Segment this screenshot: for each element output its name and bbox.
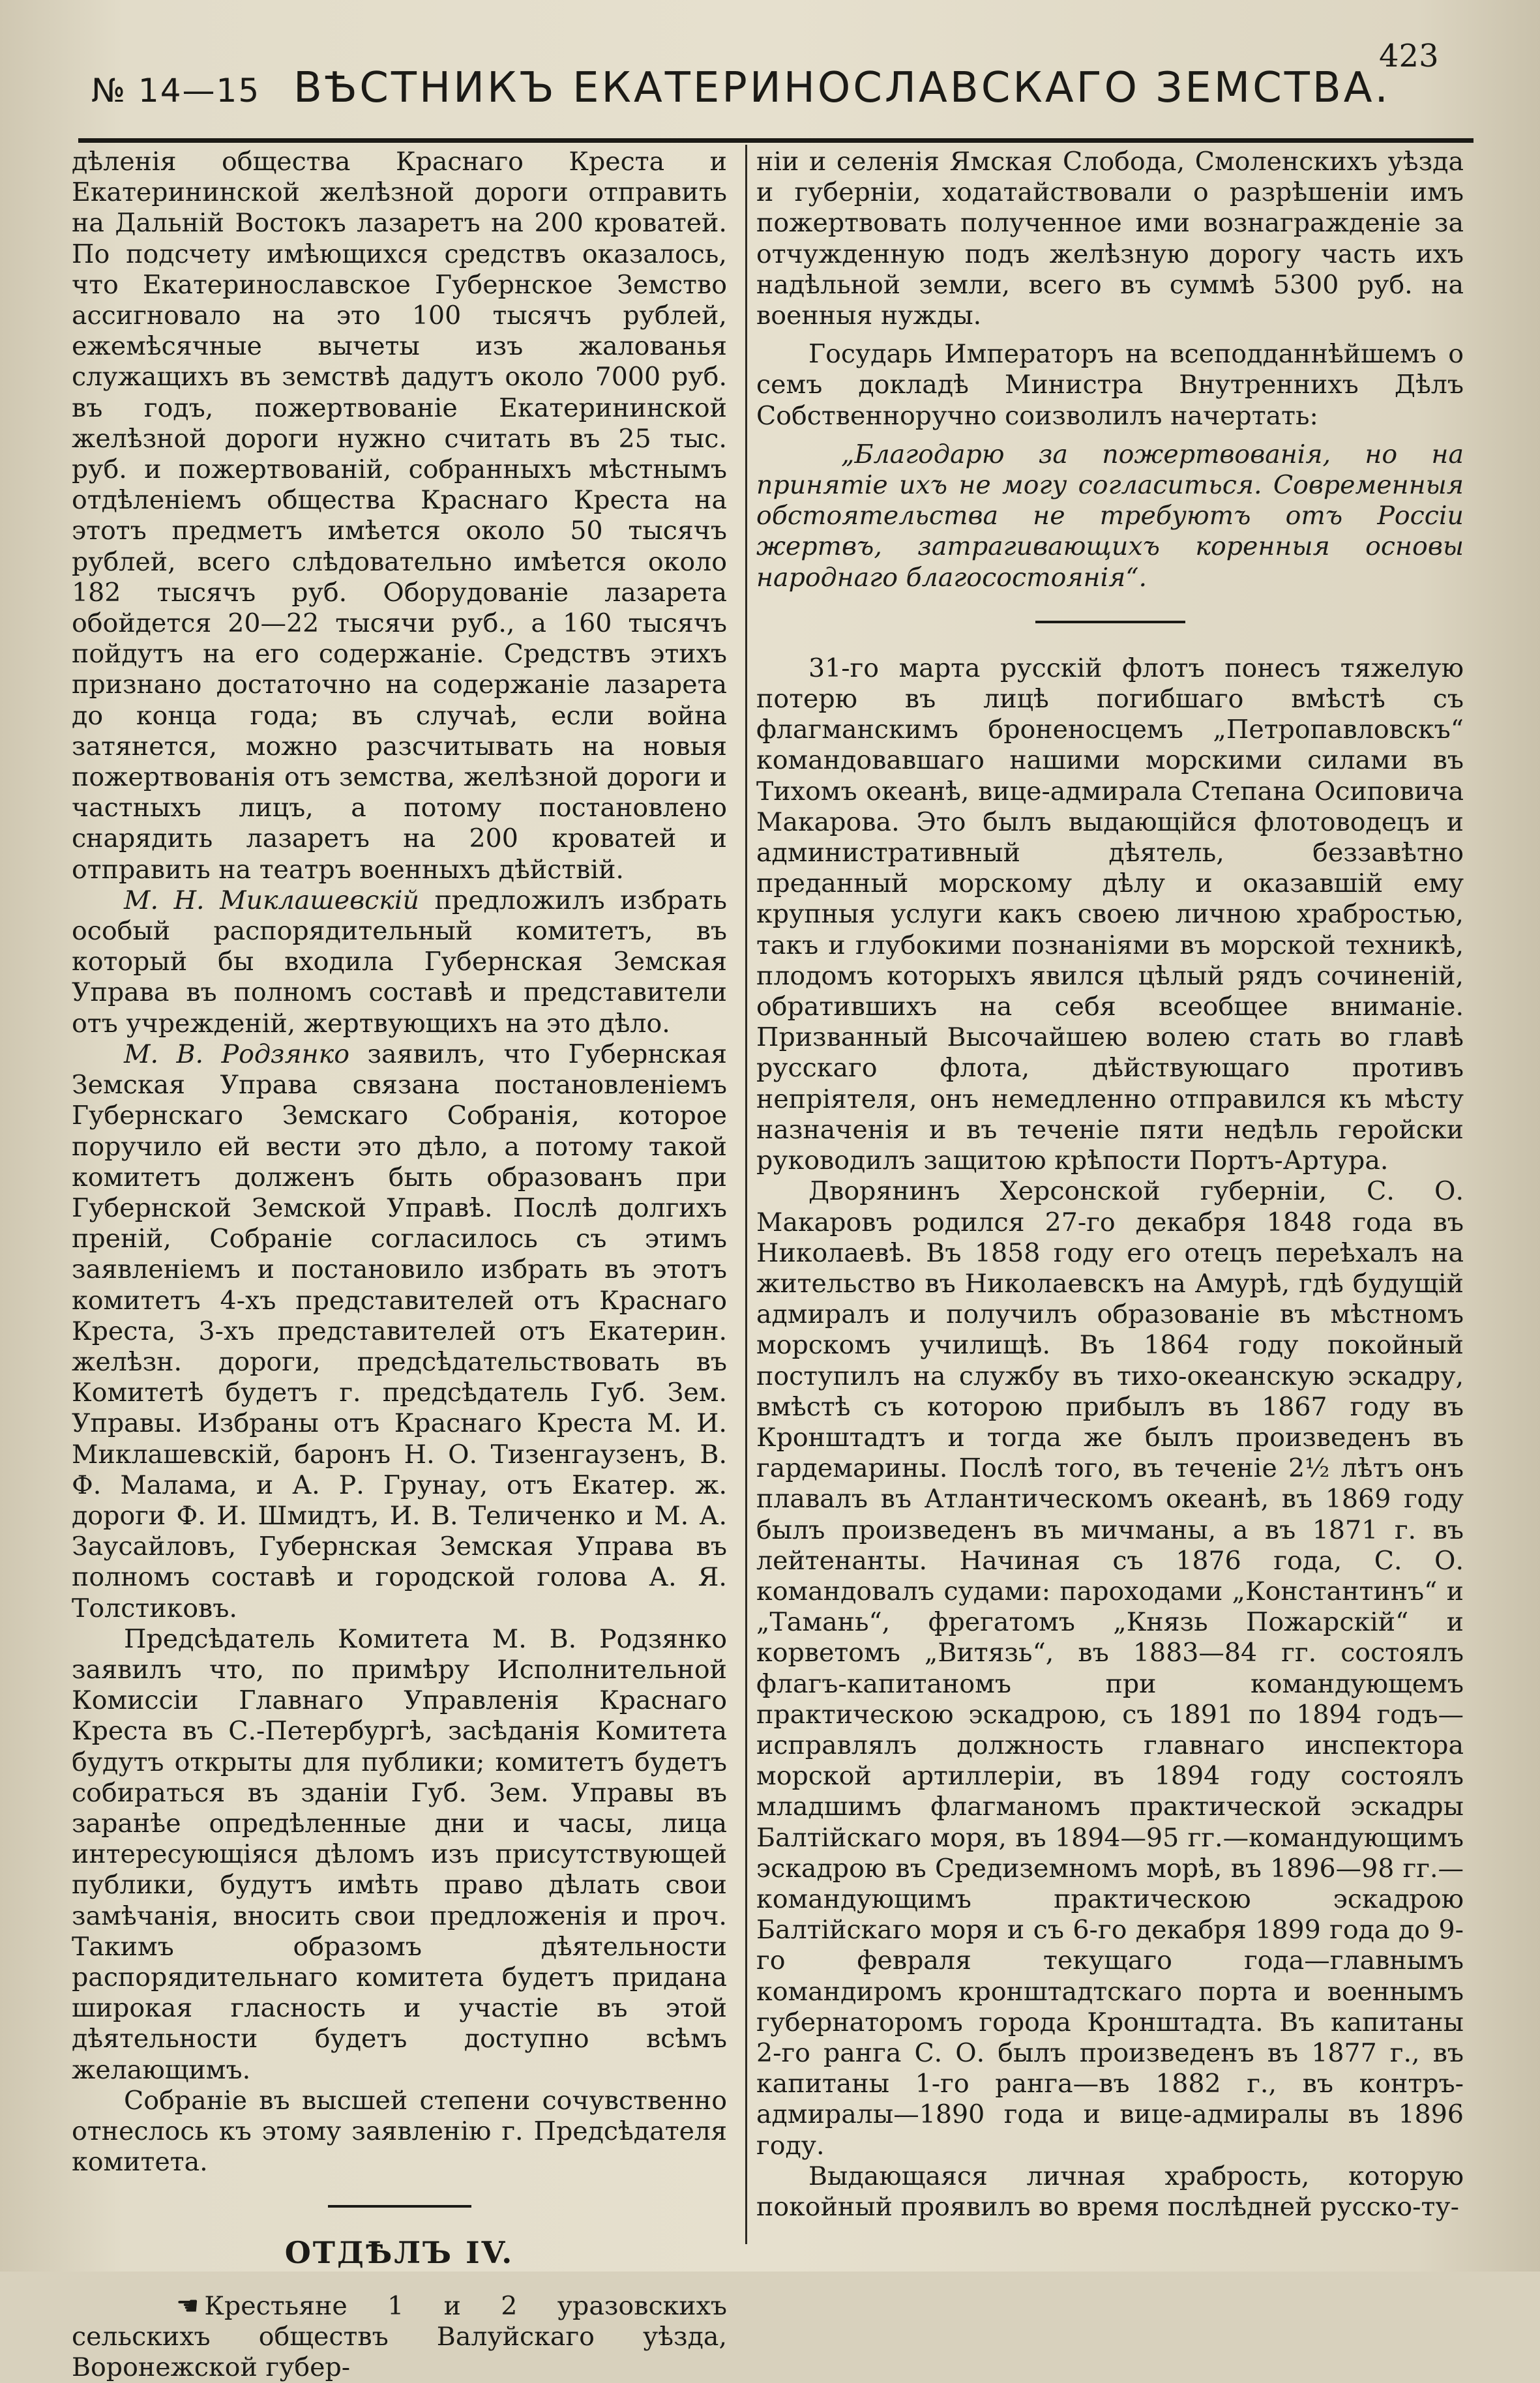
page-number: 423 bbox=[1379, 38, 1439, 74]
left-column bbox=[72, 147, 727, 2383]
header-rule bbox=[78, 138, 1473, 143]
paragraph: Предсѣдатель Комитета М. В. Родзянко заявилъ что, по примѣру Исполнительной Комиссіи Главнаго Управленія Краснаго Креста въ С.-Петербургѣ, засѣданія Комитета будутъ открыты для публики; комитетъ будетъ собираться въ зданіи Губ. Зем. Управы въ заранѣе опредѣленные дни и часы, лица интересующіяся дѣломъ изъ присутствующей публики, будутъ имѣть право дѣлать свои замѣчанія, вносить свои предложенія и проч. Такимъ образомъ дѣятельности распорядительнаго комитета будетъ придана широкая гласность и участіе въ этой дѣятельности будетъ доступно всѣмъ желающимъ. bbox=[72, 1623, 727, 2085]
right-column bbox=[756, 147, 1464, 2223]
speaker-name: М. Н. Миклашевскій bbox=[124, 885, 419, 915]
section-title: ОТДѢЛЪ IV. bbox=[284, 2235, 514, 2271]
paragraph bbox=[72, 885, 727, 1039]
page-header bbox=[78, 38, 1473, 116]
paragraph-text: предложилъ избрать особый распорядительный комитетъ, въ который бы входила Губернская Земская Управа въ полномъ составѣ и представители отъ учрежденій, жертвующихъ на это дѣло. bbox=[72, 885, 728, 1039]
paragraph: Собраніе въ высшей степени сочувственно отнеслось къ этому заявленію г. Предсѣдателя комитета. bbox=[72, 2085, 727, 2178]
paragraph: 31-го марта русскій флотъ понесъ тяжелую потерю въ лицѣ погибшаго вмѣстѣ съ флагманскимъ броненосцемъ „Петропавловскъ“ командовавшаго нашими морскими силами въ Тихомъ океанѣ, вице-адмирала Степана Осиповича Макарова. Это былъ выдающійся флотоводецъ и административный дѣятель, беззавѣтно преданный морскому дѣлу и оказавшій ему крупныя услуги какъ своею личною храбростью, такъ и глубокими познаніями въ морской техникѣ, плодомъ которыхъ явился цѣлый рядъ сочиненій, обратившихъ на себя всеобщее вниманіе. Призванный Высочайшею волею стать во главѣ русскаго флота, дѣйствующаго противъ непріятеля, онъ немедленно отправился къ мѣсту назначенія и въ теченіе пяти недѣль геройски руководилъ защитою крѣпости Портъ-Артура. bbox=[756, 653, 1464, 1176]
pointing-hand-icon: ☚ bbox=[176, 2290, 200, 2321]
paragraph bbox=[72, 2291, 727, 2383]
column-divider bbox=[745, 145, 747, 2244]
issue-number: № 14—15 bbox=[91, 72, 261, 110]
imperial-quote: „Благодарю за пожертвованія, но на принятіе ихъ не могу согласиться. Современныя обстоятельства не требуютъ отъ Россіи жертвъ, затрагивающихъ коренныя основы народнаго благосостоянія“. bbox=[756, 439, 1464, 593]
paragraph: Выдающаяся личная храбрость, которую покойный проявилъ во время послѣдней русско-ту- bbox=[756, 2161, 1464, 2222]
paragraph-text: Крестьяне 1 и 2 уразовскихъ сельскихъ обществъ Валуйскаго уѣзда, Воронежской губер- bbox=[72, 2290, 727, 2383]
speaker-name: М. В. Родзянко bbox=[124, 1039, 350, 1069]
paragraph-text: заявилъ, что Губернская Земская Управа связана постановленіемъ Губернскаго Земскаго Собранія, которое поручило ей вести это дѣло, а потому такой комитетъ долженъ быть образованъ при Губернской Земской Управѣ. Послѣ долгихъ преній, Собраніе согласилось съ этимъ заявленіемъ и постановило избрать въ этотъ комитетъ 4-хъ представителей отъ Краснаго Креста, 3-хъ представителей отъ Екатерин. желѣзн. дороги, предсѣдательствовать въ Комитетѣ будетъ г. предсѣдатель Губ. Зем. Управы. Избраны отъ Краснаго Креста М. И. Миклашевскій, баронъ Н. О. Тизенгаузенъ, В. Ф. Малама, и А. Р. Грунау, отъ Екатер. ж. дороги Ф. И. Шмидтъ, И. В. Теличенко и М. А. Заусайловъ, Губернская Земская Управа въ полномъ составѣ и городской голова А. Я. Толстиковъ. bbox=[72, 1039, 727, 1623]
paragraph bbox=[72, 1039, 727, 1624]
section-separator bbox=[328, 2205, 471, 2208]
paragraph: Дворянинъ Херсонской губерніи, С. О. Макаровъ родился 27-го декабря 1848 года въ Николаевѣ. Въ 1858 году его отецъ переѣхалъ на жительство въ Николаевскъ на Амурѣ, гдѣ будущій адмиралъ и получилъ образованіе въ мѣстномъ морскомъ училищѣ. Въ 1864 году покойный поступилъ на службу въ тихо-океанскую эскадру, вмѣстѣ съ которою прибылъ въ 1867 году въ Кронштадтъ и тогда же былъ произведенъ въ гардемарины. Послѣ того, въ теченіе 2½ лѣтъ онъ плавалъ въ Атлантическомъ океанѣ, въ 1869 году былъ произведенъ въ мичманы, а въ 1871 г. въ лейтенанты. Начиная съ 1876 года, С. О. командовалъ судами: пароходами „Константинъ“ и „Тамань“, фрегатомъ „Князь Пожарскій“ и корветомъ „Витязь“, въ 1883—84 гг. состоялъ флагъ-капитаномъ при командующемъ практическою эскадрою, съ 1891 по 1894 годъ—исправлялъ должность главнаго инспектора морской артиллеріи, въ 1894 году состоялъ младшимъ флагманомъ практической эскадры Балтійскаго моря, въ 1894—95 гг.—командующимъ эскадрою въ Средиземномъ морѣ, въ 1896—98 гг.—командующимъ практическою эскадрою Балтійскаго моря и съ 6-го декабря 1899 года до 9-го февраля текущаго года—главнымъ командиромъ кронштадтскаго порта и военнымъ губернаторомъ города Кронштадта. Въ капитаны 2-го ранга С. О. былъ произведенъ въ 1877 г., въ капитаны 1-го ранга—въ 1882 г., въ контръ-адмиралы—1890 года и вице-адмиралы въ 1896 году. bbox=[756, 1176, 1464, 2161]
paragraph: ніи и селенія Ямская Слобода, Смоленскихъ уѣзда и губерніи, ходатайствовали о разрѣшеніи имъ пожертвовать полученное ими вознагражденіе за отчужденную подъ желѣзную дорогу часть ихъ надѣльной земли, всего въ суммѣ 5300 руб. на военныя нужды. bbox=[756, 147, 1464, 331]
paragraph: Государь Императоръ на всеподданнѣйшемъ о семъ докладѣ Министра Внутреннихъ Дѣлъ Собственноручно соизволилъ начертать: bbox=[756, 339, 1464, 431]
masthead-title: ВѢСТНИКЪ ЕКАТЕРИНОСЛАВСКАГО ЗЕМСТВА. bbox=[293, 64, 1391, 112]
paragraph: дѣленія общества Краснаго Креста и Екатерининской желѣзной дороги отправить на Дальній Востокъ лазаретъ на 200 кроватей. По подсчету имѣющихся средствъ оказалось, что Екатеринославское Губернское Земство ассигновало на это 100 тысячъ рублей, ежемѣсячные вычеты изъ жалованья служащихъ въ земствѣ дадутъ около 7000 руб. въ годъ, пожертвованіе Екатерининской желѣзной дороги нужно считать въ 25 тыс. руб. и пожертвованій, собранныхъ мѣстнымъ отдѣленіемъ общества Краснаго Креста на этотъ предметъ имѣется около 50 тысячъ рублей, всего слѣдовательно имѣется около 182 тысячъ руб. Оборудованіе лазарета обойдется 20—22 тысячи руб., а 160 тысячъ пойдутъ на его содержаніе. Средствъ этихъ признано достаточно на содержаніе лазарета до конца года; въ случаѣ, если война затянется, можно разсчитывать на новыя пожертвованія отъ земства, желѣзной дороги и частныхъ лицъ, а потому постановлено снарядить лазаретъ на 200 кроватей и отправить на театръ военныхъ дѣйствій. bbox=[72, 147, 727, 885]
section-separator bbox=[1035, 621, 1185, 623]
